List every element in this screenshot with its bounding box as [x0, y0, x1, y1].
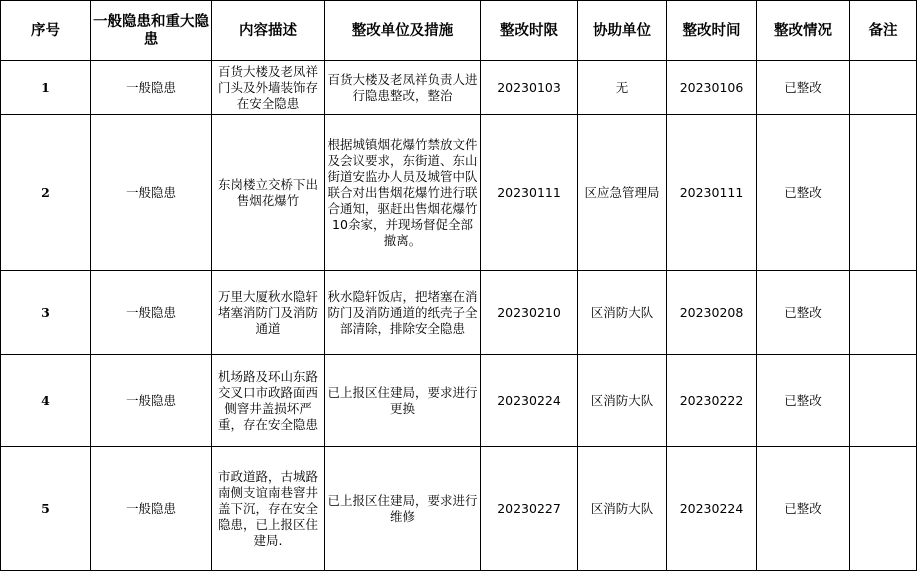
- header-seq: 序号: [1, 1, 91, 61]
- cell-status: 已整改: [757, 355, 850, 447]
- cell-rectify-time: 20230222: [667, 355, 757, 447]
- header-hazard-type: 一般隐患和重大隐患: [91, 1, 212, 61]
- header-measures: 整改单位及措施: [325, 1, 481, 61]
- cell-hazard-type: 一般隐患: [91, 355, 212, 447]
- cell-assist-unit: 无: [578, 61, 667, 115]
- cell-rectify-time: 20230106: [667, 61, 757, 115]
- cell-rectify-time: 20230111: [667, 115, 757, 271]
- cell-measures: 已上报区住建局，要求进行更换: [325, 355, 481, 447]
- cell-hazard-type: 一般隐患: [91, 115, 212, 271]
- cell-hazard-type: 一般隐患: [91, 447, 212, 571]
- table-row: [1, 115, 917, 271]
- cell-remark: [850, 355, 917, 447]
- header-remark: 备注: [850, 1, 917, 61]
- cell-status: 已整改: [757, 271, 850, 355]
- cell-deadline: 20230111: [481, 115, 578, 271]
- cell-description: 万里大厦秋水隐轩堵塞消防门及消防通道: [212, 271, 325, 355]
- cell-rectify-time: 20230208: [667, 271, 757, 355]
- cell-description: 机场路及环山东路交叉口市政路面西侧窨井盖损坏严重，存在安全隐患: [212, 355, 325, 447]
- cell-assist-unit: 区消防大队: [578, 271, 667, 355]
- cell-remark: [850, 271, 917, 355]
- cell-measures: 已上报区住建局，要求进行维修: [325, 447, 481, 571]
- cell-measures: 百货大楼及老凤祥负责人进行隐患整改，整治: [325, 61, 481, 115]
- cell-deadline: 20230210: [481, 271, 578, 355]
- cell-seq: 4: [1, 355, 91, 447]
- cell-seq: 1: [1, 61, 91, 115]
- cell-status: 已整改: [757, 447, 850, 571]
- cell-status: 已整改: [757, 115, 850, 271]
- table-row: [1, 355, 917, 447]
- table-row: [1, 271, 917, 355]
- cell-status: 已整改: [757, 61, 850, 115]
- table-row: [1, 447, 917, 571]
- header-rectify-time: 整改时间: [667, 1, 757, 61]
- header-deadline: 整改时限: [481, 1, 578, 61]
- cell-assist-unit: 区消防大队: [578, 355, 667, 447]
- header-row: [1, 1, 917, 61]
- cell-assist-unit: 区应急管理局: [578, 115, 667, 271]
- cell-deadline: 20230224: [481, 355, 578, 447]
- cell-description: 百货大楼及老凤祥门头及外墙装饰存在安全隐患: [212, 61, 325, 115]
- cell-hazard-type: 一般隐患: [91, 271, 212, 355]
- cell-deadline: 20230227: [481, 447, 578, 571]
- cell-description: 市政道路，古城路南侧支谊南巷窨井盖下沉，存在安全隐患，已上报区住建局.: [212, 447, 325, 571]
- cell-seq: 2: [1, 115, 91, 271]
- cell-measures: 根据城镇烟花爆竹禁放文件及会议要求，东街道、东山街道安监办人员及城管中队联合对出售烟花爆竹进行联合通知，驱赶出售烟花爆竹10余家，并现场督促全部撤离。: [325, 115, 481, 271]
- cell-seq: 3: [1, 271, 91, 355]
- cell-deadline: 20230103: [481, 61, 578, 115]
- cell-description: 东岗楼立交桥下出售烟花爆竹: [212, 115, 325, 271]
- cell-measures: 秋水隐轩饭店，把堵塞在消防门及消防通道的纸壳子全部清除，排除安全隐患: [325, 271, 481, 355]
- cell-rectify-time: 20230224: [667, 447, 757, 571]
- header-assist-unit: 协助单位: [578, 1, 667, 61]
- cell-remark: [850, 447, 917, 571]
- cell-hazard-type: 一般隐患: [91, 61, 212, 115]
- cell-remark: [850, 61, 917, 115]
- cell-remark: [850, 115, 917, 271]
- table-row: [1, 61, 917, 115]
- header-status: 整改情况: [757, 1, 850, 61]
- cell-seq: 5: [1, 447, 91, 571]
- header-description: 内容描述: [212, 1, 325, 61]
- cell-assist-unit: 区消防大队: [578, 447, 667, 571]
